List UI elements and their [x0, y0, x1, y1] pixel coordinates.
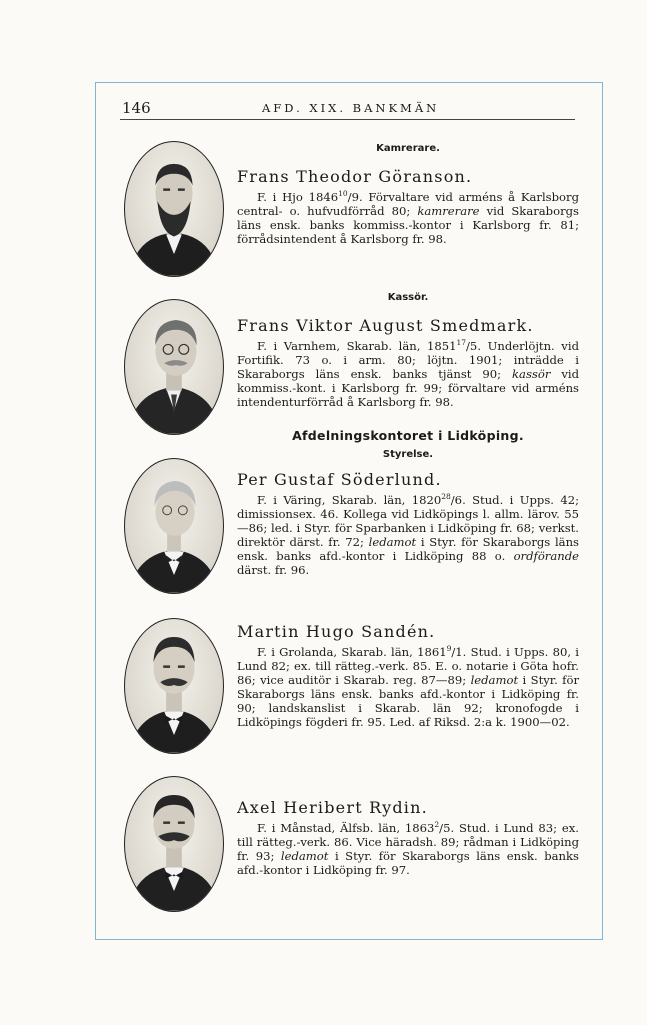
portrait-rydin: [124, 776, 224, 912]
section-heading-styrelse: Styrelse.: [382, 449, 434, 460]
portrait-soderlund: [124, 458, 224, 594]
entry-bio: F. i Månstad, Älfsb. län, 1863$^2$/5. Stud. i Lund 83; ex. till rätteg.-verk. 86. Vice häradsh. 89; rådman i Lidköping fr. 93; ledamot i Styr. för Skaraborgs läns ensk. banks afd.-kontor i Lidköping fr. 97.: [237, 820, 580, 877]
entry-name: Martin Hugo Sandén.: [237, 622, 436, 641]
entry-name: Axel Heribert Rydin.: [237, 798, 428, 817]
section-heading-kassor: Kassör.: [387, 292, 429, 303]
entry-bio: F. i Grolanda, Skarab. län, 1861$^9$/1. Stud. i Upps. 80, i Lund 82; ex. till rätteg.-verk. 85. E. o. notarie i Göta hofr. 86; vice auditör i Skarab. reg. 87—89; ledamot i Styr. för Skaraborgs läns ensk. banks afd.-kontor i Lidköping fr. 90; landskanslist i Skarab. län 92; kronofogde i Lidköpings fögderi fr. 95. Led. af Riksd. 2:a k. 1900—02.: [237, 644, 579, 729]
entry-bio: F. i Varnhem, Skarab. län, 1851$^{17}$/5. Underlöjtn. vid Fortifik. 73 o. i arm. 80; löjtn. 1901; inträdde i Skaraborgs läns ensk. banks tjänst 90; kassör vid kommiss.-kont. i Karlsborg fr. 99; förvaltare vid arméns intendenturförråd å Karlsborg fr. 98.: [237, 338, 579, 409]
entry-soderlund: [237, 470, 579, 577]
entry-name: Frans Viktor August Smedmark.: [237, 316, 534, 335]
section-heading-office: Afdelningskontoret i Lidköping.: [292, 428, 524, 443]
running-title: AFD. XIX. BANKMÄN: [262, 101, 440, 115]
portrait-sanden: [124, 618, 224, 754]
entry-name: Frans Theodor Göranson.: [237, 167, 473, 186]
entry-bio: F. i Hjo 1846$^{10}$/9. Förvaltare vid arméns å Karlsborg central- o. hufvudförråd 80; kamrerare vid Skaraborgs läns ensk. banks kommiss.-kontor i Karlsborg fr. 81; förrådsintendent å Karlsborg fr. 98.: [237, 189, 580, 246]
page-header: [120, 97, 575, 120]
portrait-smedmark: [124, 299, 224, 435]
section-heading-kamrerare: Kamrerare.: [376, 143, 440, 154]
portrait-goranson: [124, 141, 224, 277]
entry-name: Per Gustaf Söderlund.: [237, 470, 442, 489]
entry-bio: F. i Väring, Skarab. län, 1820$^{28}$/6. Stud. i Upps. 42; dimissionsex. 46. Kollega vid Lidköpings l. allm. lärov. 55—86; led. i Styr. för Sparbanken i Lidköping fr. 68; verkst. direktör därst. fr. 72; ledamot i Styr. för Skaraborgs läns ensk. banks afd.-kontor i Lidköping 88 o. ordförande därst. fr. 96.: [237, 492, 580, 577]
entry-rydin: [237, 798, 579, 877]
entry-smedmark: [237, 316, 579, 409]
entry-sanden: [237, 622, 579, 729]
page-number: 146: [122, 99, 151, 117]
entry-goranson: [237, 167, 579, 246]
